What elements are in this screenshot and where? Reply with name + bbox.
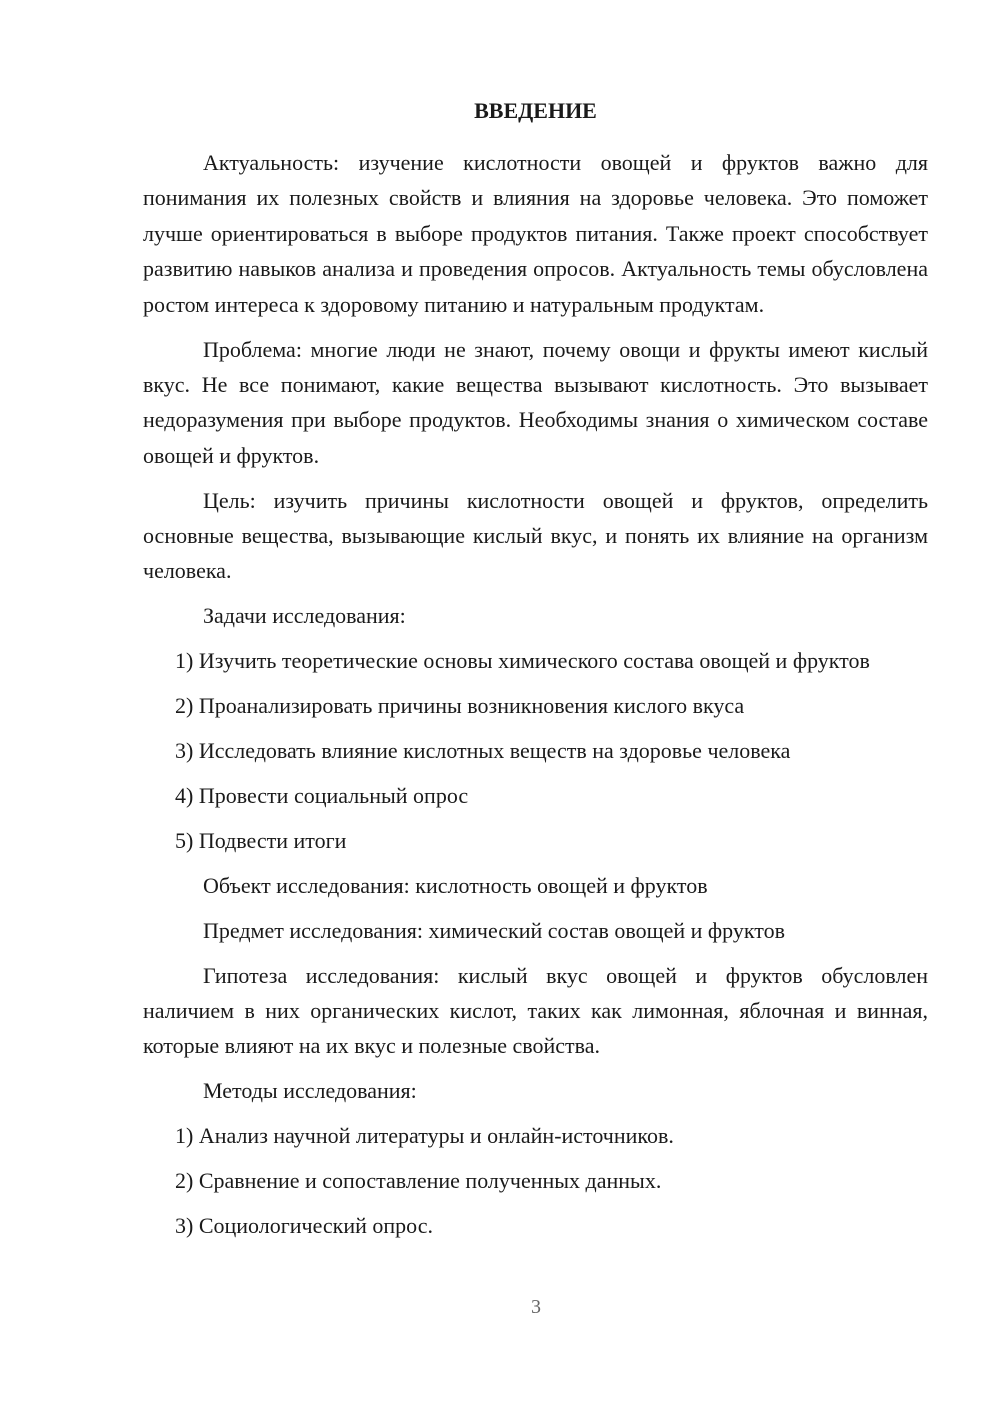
hypothesis-paragraph: Гипотеза исследования: кислый вкус овощей и фруктов обусловлен наличием в них органических кислот, таких как лимонная, яблочная и винная, которые влияют на их вкус и полезные свойства. bbox=[143, 962, 928, 1059]
research-object: Объект исследования: кислотность овощей и фруктов bbox=[203, 872, 708, 898]
problem-paragraph: Проблема: многие люди не знают, почему овощи и фрукты имеют кислый вкус. Не все понимают, какие вещества вызывают кислотность. Это вызывает недоразумения при выборе продуктов. Необходимы знания о химическом составе овощей и фруктов. bbox=[143, 336, 928, 468]
relevance-paragraph: Актуальность: изучение кислотности овощей и фруктов важно для понимания их полезных свойств и влияния на здоровье человека. Это поможет лучше ориентироваться в выборе продуктов питания. Также проект способствует развитию навыков анализа и проведения опросов. Актуальность темы обусловлена ростом интереса к здоровому питанию и натуральным продуктам. bbox=[143, 150, 928, 317]
method-item-1: 1) Анализ научной литературы и онлайн-источников. bbox=[175, 1123, 674, 1149]
methods-heading: Методы исследования: bbox=[203, 1078, 417, 1104]
goal-paragraph: Цель: изучить причины кислотности овощей и фруктов, определить основные вещества, вызывающие кислый вкус, и понять их влияние на организм человека. bbox=[143, 487, 928, 584]
method-item-3: 3) Социологический опрос. bbox=[175, 1213, 433, 1239]
page-title: ВВЕДЕНИЕ bbox=[474, 98, 597, 123]
task-item-2: 2) Проанализировать причины возникновения кислого вкуса bbox=[175, 693, 745, 719]
research-subject: Предмет исследования: химический состав овощей и фруктов bbox=[203, 917, 785, 943]
task-item-4: 4) Провести социальный опрос bbox=[175, 783, 469, 808]
task-item-5: 5) Подвести итоги bbox=[175, 827, 347, 853]
method-item-2: 2) Сравнение и сопоставление полученных данных. bbox=[175, 1168, 662, 1194]
page-number: 3 bbox=[531, 1296, 541, 1318]
document-page bbox=[143, 93, 928, 1243]
task-item-3: 3) Исследовать влияние кислотных веществ на здоровье человека bbox=[175, 738, 791, 764]
task-item-1: 1) Изучить теоретические основы химического состава овощей и фруктов bbox=[175, 648, 870, 674]
tasks-heading: Задачи исследования: bbox=[203, 603, 406, 629]
